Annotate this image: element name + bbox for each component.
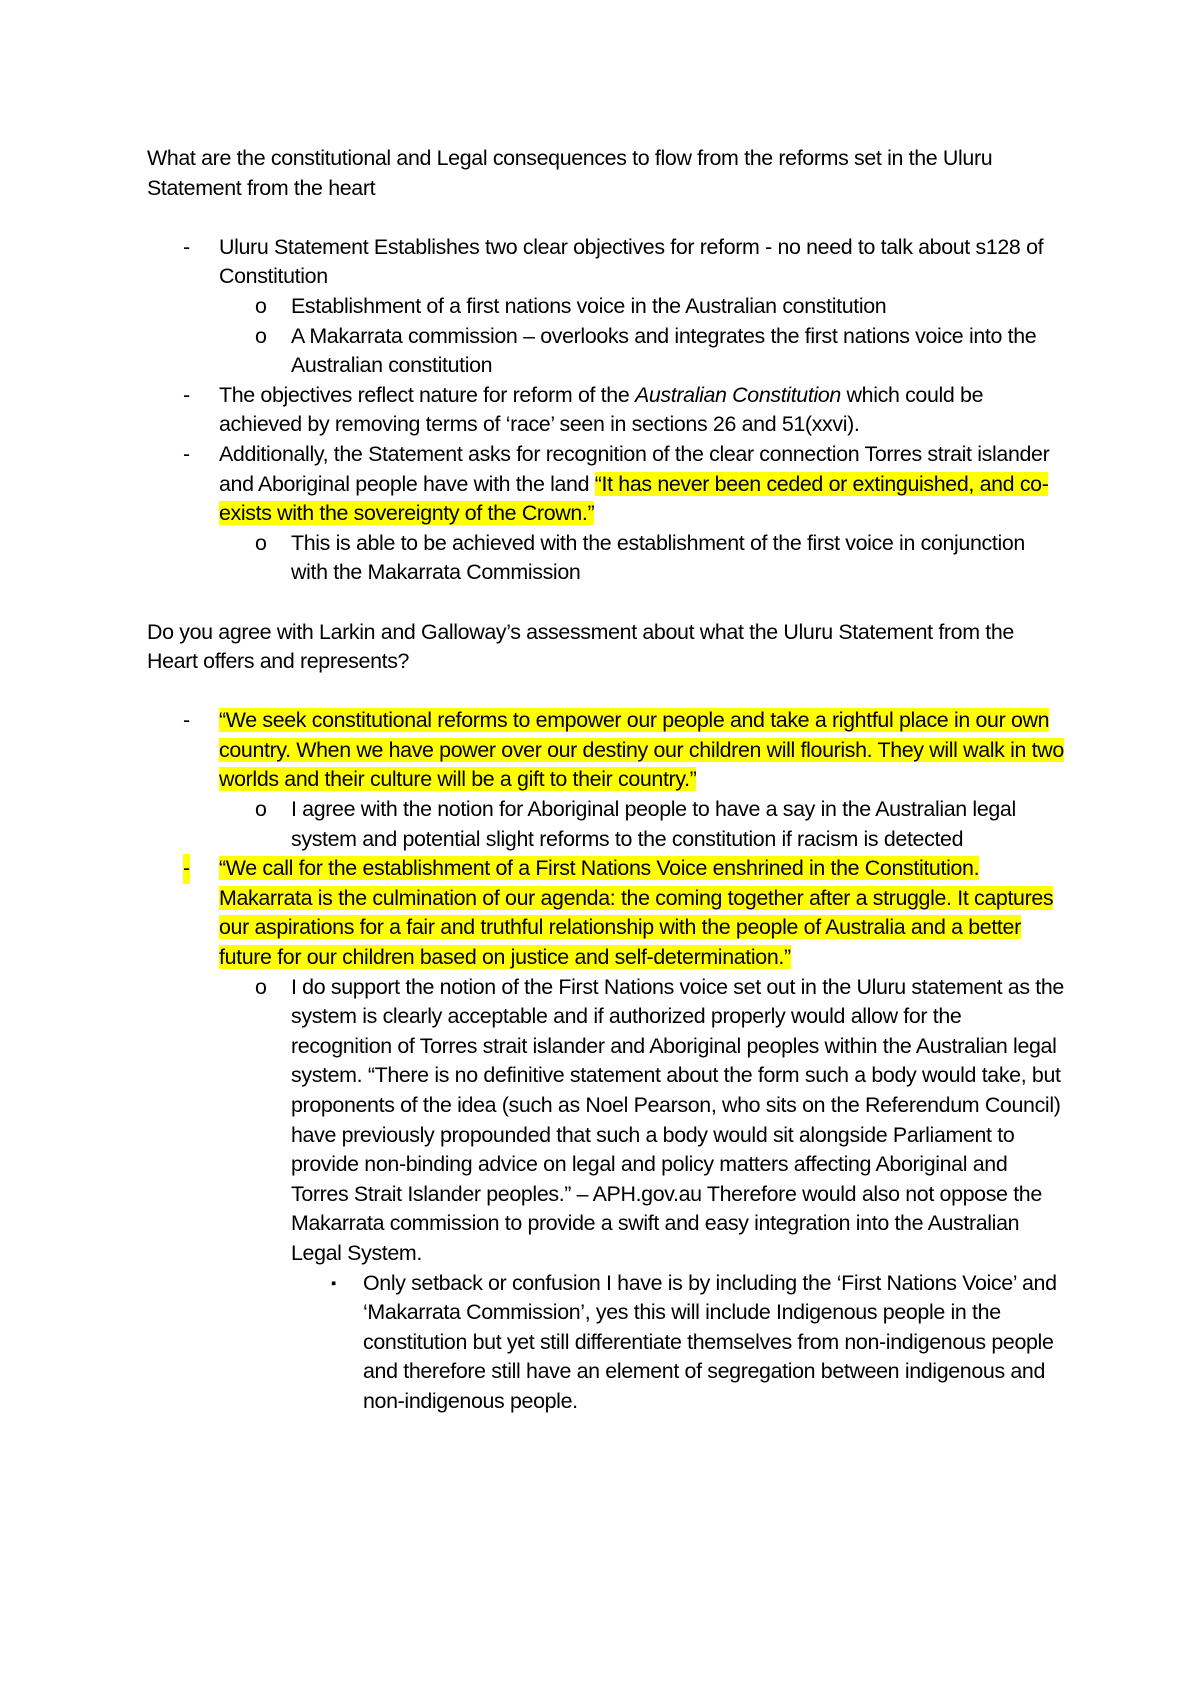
list-item [147, 1269, 1067, 1417]
list-item-text: This is able to be achieved with the establishment of the first voice in conjunction with the Makarrata Commission [291, 530, 1025, 585]
list-item [147, 233, 1067, 292]
circle-bullet: o [255, 530, 267, 555]
list-item [147, 381, 1067, 440]
square-bullet: ▪ [331, 1274, 336, 1292]
list-item-text: I do support the notion of the First Nations voice set out in the Uluru statement as the system is clearly acceptable and if authorized properly would allow for the recognition of Torres strait islander and Aboriginal peoples within the Australian legal system. “There is no definitive statement about the form such a body would take, but proponents of the idea (such as Noel Pearson, who sits on the Referendum Council) have previously propounded that such a body would sit alongside Parliament to provide non-binding advice on legal and policy matters affecting Aboriginal and Torres Strait Islander peoples.” – APH.gov.au Therefore would also not oppose the Makarrata commission to provide a swift and easy integration into the Australian Legal System. [291, 974, 1064, 1265]
dash-bullet: - [183, 382, 190, 407]
list-item [147, 973, 1067, 1269]
list-item [147, 292, 1067, 322]
question-2-heading: Do you agree with Larkin and Galloway’s assessment about what the Uluru Statement from the Heart offers and represents? [147, 619, 1014, 674]
list-item [147, 706, 1067, 795]
list-item-text: Uluru Statement Establishes two clear objectives for reform - no need to talk about s128 of Constitution [219, 234, 1044, 289]
highlighted-quote: “We seek constitutional reforms to empower our people and take a rightful place in our own country. When we have power over our destiny our children will flourish. They will walk in two worlds and their culture will be a gift to their country.” [219, 708, 1064, 792]
list-item [147, 322, 1067, 381]
dash-bullet: - [183, 234, 190, 259]
question-1-heading: What are the constitutional and Legal consequences to flow from the reforms set in the Uluru Statement from the heart [147, 146, 993, 200]
italic-term: Australian Constitution [634, 382, 841, 407]
blank-line [147, 203, 1067, 233]
list-item-text: A Makarrata commission – overlooks and integrates the first nations voice into the Australian constitution [291, 323, 1037, 378]
list-item-text: Establishment of a first nations voice in the Australian constitution [291, 293, 887, 318]
list-item [147, 529, 1067, 588]
circle-bullet: o [255, 293, 267, 318]
list-item-text: Additionally, the Statement asks for recognition of the clear connection Torres strait islander and Aboriginal people have with the land [219, 441, 1050, 496]
list-item-text: Only setback or confusion I have is by including the ‘First Nations Voice’ and ‘Makarrata Commission’, yes this will include Indigenous people in the constitution but yet still differentiate themselves from non-indigenous people and therefore still have an element of segregation between indigenous and non-indigenous people. [363, 1270, 1057, 1413]
circle-bullet: o [255, 323, 267, 348]
list-item-text: which could be achieved by removing terms of ‘race’ seen in sections 26 and 51(xxvi). [219, 382, 984, 437]
list-item [147, 795, 1067, 854]
circle-bullet: o [255, 797, 267, 822]
list-item-text: The objectives reflect nature for reform of the [219, 382, 635, 407]
list-item-text: I agree with the notion for Aboriginal people to have a say in the Australian legal system and potential slight reforms to the constitution if racism is detected [291, 797, 1016, 851]
dash-bullet: - [183, 441, 190, 466]
list-item [147, 854, 1067, 972]
blank-line [147, 677, 1067, 707]
circle-bullet: o [255, 974, 267, 999]
list-item [147, 440, 1067, 529]
document-body [147, 144, 1067, 1417]
dash-bullet: - [183, 854, 190, 884]
highlighted-quote: “We call for the establishment of a First Nations Voice enshrined in the Constitution. Makarrata is the culmination of our agenda: the coming together after a struggle. It captures our aspirations for a fair and truthful relationship with the people of Australia and a better future for our children based on justice and self-determination.” [219, 856, 1054, 970]
dash-bullet: - [183, 708, 190, 733]
highlighted-quote: “It has never been ceded or extinguished, and co-exists with the sovereignty of the Crown.” [219, 471, 1049, 526]
blank-line [147, 588, 1067, 618]
